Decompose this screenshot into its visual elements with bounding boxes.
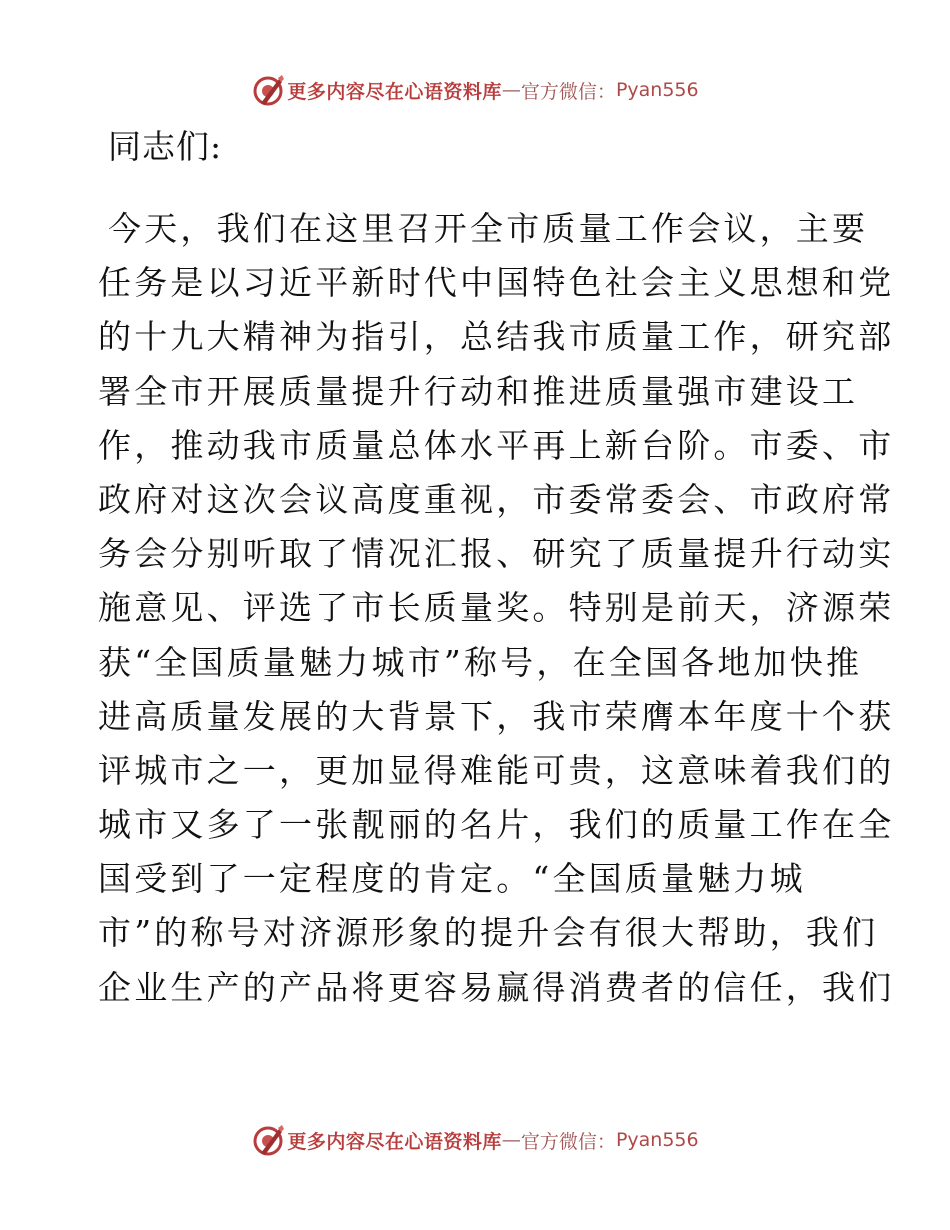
text-line: 任务是以习近平新时代中国特色社会主义思想和党	[98, 263, 895, 303]
text-line: 企业生产的产品将更容易赢得消费者的信任，我们	[98, 967, 895, 1007]
watermark-brand: 更多内容尽在心语资料库	[287, 80, 502, 103]
pen-logo-icon	[251, 1123, 285, 1157]
watermark-separator: —	[501, 79, 521, 101]
footer-watermark	[0, 1120, 950, 1160]
watermark-brand: 更多内容尽在心语资料库	[287, 1130, 502, 1153]
pen-logo-icon	[251, 73, 285, 107]
text-line: 评城市之一，更加显得难能可贵，这意味着我们的	[98, 750, 895, 790]
text-line: 进高质量发展的大背景下，我市荣膺本年度十个获	[98, 696, 895, 736]
text-line: 城市又多了一张靓丽的名片，我们的质量工作在全	[98, 805, 895, 845]
watermark-wechat-label: 官方微信：	[520, 1130, 616, 1153]
document-body	[98, 124, 895, 1015]
text-line: 务会分别听取了情况汇报、研究了质量提升行动实	[98, 534, 895, 574]
text-line: 署全市开展质量提升行动和推进质量强市建设工	[98, 371, 859, 411]
watermark-wechat-id: Pyan556	[615, 79, 699, 101]
text-line: 今天，我们在这里召开全市质量工作会议，主要	[108, 209, 869, 248]
text-line: 国受到了一定程度的肯定。“全国质量魅力城	[98, 859, 806, 899]
text-line: 的十九大精神为指引，总结我市质量工作，研究部	[98, 317, 895, 357]
text-line: 市”的称号对济源形象的提升会有很大帮助，我们	[98, 913, 879, 953]
text-line: 政府对这次会议高度重视，市委常委会、市政府常	[98, 479, 895, 519]
text-line: 获“全国质量魅力城市”称号，在全国各地加快推	[98, 642, 863, 682]
watermark-separator: —	[501, 1129, 521, 1151]
text-line: 施意见、评选了市长质量奖。特别是前天，济源荣	[98, 588, 895, 628]
text-line: 作，推动我市质量总体水平再上新台阶。市委、市	[98, 425, 895, 465]
salutation: 同志们:	[108, 127, 223, 166]
watermark-wechat-label: 官方微信：	[520, 80, 616, 103]
watermark-wechat-id: Pyan556	[615, 1129, 699, 1151]
header-watermark	[0, 70, 950, 110]
